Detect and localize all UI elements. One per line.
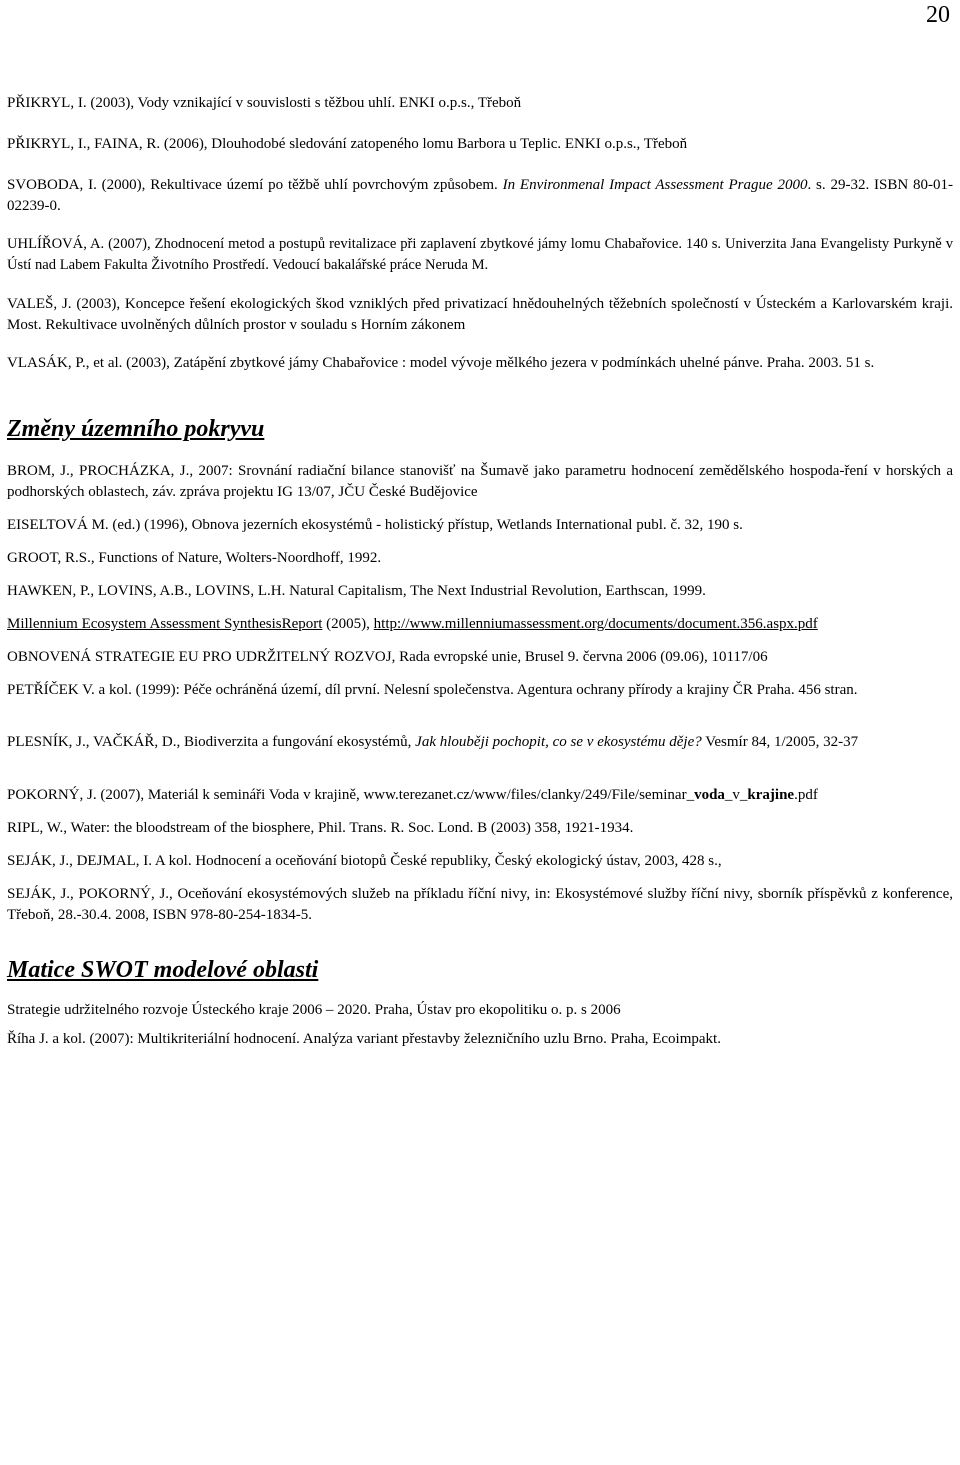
reference-obnovena-strategie-eu: OBNOVENÁ STRATEGIE EU PRO UDRŽITELNÝ ROZVOJ, Rada evropské unie, Brusel 9. června 2006 (09.06), 10117/06 xyxy=(7,649,768,665)
reference-text: _v_ xyxy=(724,787,748,803)
reference-plesnik-vackar xyxy=(7,732,953,753)
reference-text: POKORNÝ, J. (2007), Materiál k semináři Voda v krajině, www.terezanet.cz/www/files/clanky/249/File/seminar_ xyxy=(7,787,695,803)
section-heading-matice-swot: Matice SWOT modelové oblasti xyxy=(7,957,319,983)
reference-pokorny-2007 xyxy=(7,785,953,805)
section-heading-zmeny-uzemniho-pokryvu: Změny územního pokryvu xyxy=(7,416,265,442)
reference-vales-2003: VALEŠ, J. (2003), Koncepce řešení ekologických škod vzniklých před privatizací hnědouhelných těžebních společností v Ústeckém a Karlovarském kraji. Most. Rekultivace uvolněných důlních prostor v souladu s Horním zákonem xyxy=(7,296,953,333)
reference-groot-1992: GROOT, R.S., Functions of Nature, Wolters-Noordhoff, 1992. xyxy=(7,550,382,566)
reference-hawken-1999: HAWKEN, P., LOVINS, A.B., LOVINS, L.H. Natural Capitalism, The Next Industrial Revolution, Earthscan, 1999. xyxy=(7,583,706,599)
reference-prikryl-2003: PŘIKRYL, I. (2003), Vody vznikající v souvislosti s těžbou uhlí. ENKI o.p.s., Třeboň xyxy=(7,95,522,111)
reference-title-link[interactable]: Millennium Ecosystem Assessment SynthesisReport xyxy=(7,616,323,632)
reference-uhlirova-2007: UHLÍŘOVÁ, A. (2007), Zhodnocení metod a postupů revitalizace při zaplavení zbytkové jámy lomu Chabařovice. 140 s. Univerzita Jana Evangelisty Purkyně v Ústí nad Labem Fakulta Životního Prostředí. Vedoucí bakalářské práce Neruda M. xyxy=(7,236,953,273)
reference-bold-word: voda xyxy=(694,787,725,803)
reference-text: (2005), xyxy=(322,616,374,632)
reference-sejak-pokorny-2008: SEJÁK, J., POKORNÝ, J., Oceňování ekosystémových služeb na příkladu říční nivy, in: Ekosystémové služby říční nivy, sborník příspěvků z konference, Třeboň, 28.-30.4. 2008, ISBN 978-80-254-1834-5. xyxy=(7,886,953,923)
reference-sejak-dejmal-2003: SEJÁK, J., DEJMAL, I. A kol. Hodnocení a oceňování biotopů České republiky, Český ekologický ústav, 2003, 428 s., xyxy=(7,853,722,869)
reference-italic-title: Jak hlouběji pochopit, co se v ekosystému děje? xyxy=(415,734,702,750)
reference-text: .pdf xyxy=(794,787,818,803)
reference-prikryl-faina-2006: PŘIKRYL, I., FAINA, R. (2006), Dlouhodobé sledování zatopeného lomu Barbora u Teplic. ENKI o.p.s., Třeboň xyxy=(7,136,688,152)
reference-vlasak-2003: VLASÁK, P., et al. (2003), Zatápění zbytkové jámy Chabařovice : model vývoje mělkého jezera v podmínkách uhelné pánve. Praha. 2003. 51 s. xyxy=(7,355,875,371)
reference-text: Vesmír 84, 1/2005, 32-37 xyxy=(701,734,859,750)
reference-brom-prochazka-2007: BROM, J., PROCHÁZKA, J., 2007: Srovnání radiační bilance stanovišť na Šumavě jako parametru hodnocení zemědělského hospoda-ření v horských a podhorských oblastech, záv. zpráva projektu IG 13/07, JČU České Budějovice xyxy=(7,463,953,500)
reference-url-link[interactable]: http://www.millenniumassessment.org/documents/document.356.aspx.pdf xyxy=(373,616,818,632)
reference-ripl-2003: RIPL, W., Water: the bloodstream of the biosphere, Phil. Trans. R. Soc. Lond. B (2003) 358, 1921-1934. xyxy=(7,820,634,836)
reference-riha-2007: Říha J. a kol. (2007): Multikriteriální hodnocení. Analýza variant přestavby železničního uzlu Brno. Praha, Ecoimpakt. xyxy=(7,1031,721,1047)
page-number: 20 xyxy=(926,2,950,28)
reference-millennium-2005 xyxy=(7,614,953,634)
reference-text: SVOBODA, I. (2000), Rekultivace území po těžbě uhlí povrchovým způsobem. xyxy=(7,177,503,193)
reference-text: PLESNÍK, J., VAČKÁŘ, D., Biodiverzita a fungování ekosystémů, xyxy=(7,734,416,750)
reference-italic-title: In Environmenal Impact Assessment Prague 2000 xyxy=(502,177,808,193)
reference-petricek-1999: PETŘÍČEK V. a kol. (1999): Péče ochráněná území, díl první. Nelesní společenstva. Agentura ochrany přírody a krajiny ČR Praha. 456 stran. xyxy=(7,682,858,698)
reference-bold-word: krajine xyxy=(747,787,795,803)
reference-strategie-usteckeho-kraje: Strategie udržitelného rozvoje Ústeckého kraje 2006 – 2020. Praha, Ústav pro ekopolitiku o. p. s 2006 xyxy=(7,1002,621,1018)
reference-eiseltova-1996: EISELTOVÁ M. (ed.) (1996), Obnova jezerních ekosystémů - holistický přístup, Wetlands International publ. č. 32, 190 s. xyxy=(7,517,743,533)
reference-svoboda-2000 xyxy=(7,175,953,217)
reference-text: . s. 29-32. ISBN 80-01-02239-0. xyxy=(7,177,954,214)
